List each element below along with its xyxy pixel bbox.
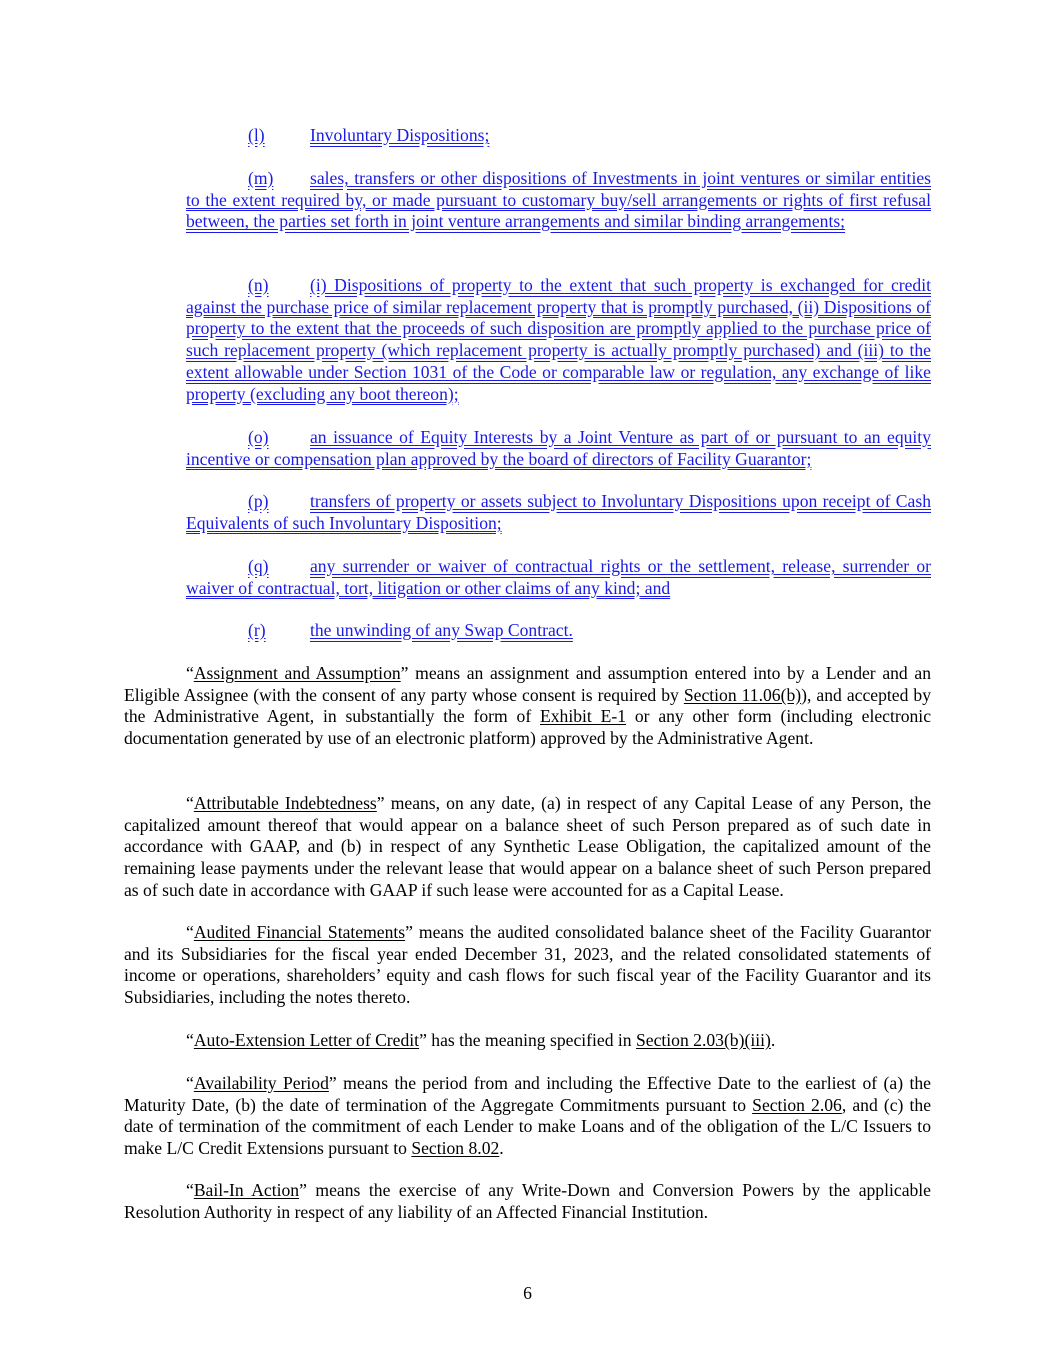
clause-label: (l) xyxy=(248,125,265,145)
definition-attributable-indebtedness xyxy=(124,793,931,902)
definition-text: ” means the exercise of any Write-Down and Conversion Powers by the applicable Resolution Authority in respect of any liability of an Affected Financial Institution. xyxy=(124,1180,931,1222)
clause-o xyxy=(186,427,931,470)
definition-text: or any other form (including electronic documentation generated by use of an electronic platform) approved by the Administrative Agent. xyxy=(124,706,932,749)
definition-bail-in-action xyxy=(124,1180,931,1223)
clause-n xyxy=(186,275,931,405)
section-reference[interactable]: Section 2.06 xyxy=(752,1094,842,1115)
clause-label: (r) xyxy=(248,620,266,640)
definition-text: ” means an assignment and assumption entered into by a Lender and an Eligible Assignee (with the consent of any party whose consent is required by xyxy=(124,663,931,705)
definition-audited-financial-statements xyxy=(124,922,931,1009)
definition-text: ” has the meaning specified in xyxy=(419,1030,636,1050)
definition-text: . xyxy=(770,1030,776,1050)
section-reference[interactable]: Section 8.02 xyxy=(411,1138,500,1159)
section-reference[interactable]: Section 11.06(b) xyxy=(683,684,802,705)
clause-label: (m) xyxy=(248,168,274,188)
defined-term: Attributable Indebtedness xyxy=(193,793,377,813)
open-quote: “ xyxy=(186,1180,194,1200)
clause-label: (o) xyxy=(248,427,269,447)
clause-p xyxy=(186,491,931,534)
clause-text: the unwinding of any Swap Contract. xyxy=(310,620,573,640)
clause-q xyxy=(186,556,931,599)
clause-text: transfers of property or assets subject to Involuntary Dispositions upon receipt of Cash Equivalents of such Involuntary Disposition; xyxy=(186,491,931,533)
definition-text: . xyxy=(499,1138,504,1159)
open-quote: “ xyxy=(186,1073,194,1093)
clause-r xyxy=(186,620,931,642)
defined-term: Audited Financial Statements xyxy=(193,922,406,942)
clause-label: (n) xyxy=(248,275,269,295)
section-reference[interactable]: Section 2.03(b)(iii) xyxy=(635,1030,771,1050)
open-quote: “ xyxy=(186,1030,194,1050)
clause-m xyxy=(186,168,931,233)
open-quote: “ xyxy=(186,663,194,683)
page-number: 6 xyxy=(523,1283,532,1303)
open-quote: “ xyxy=(186,922,194,942)
definition-text: ” means, on any date, (a) in respect of any Capital Lease of any Person, the capitalized amount thereof that would appear on a balance sheet of such Person prepared as of such date in accordance with GAAP, and (b) in respect of any Synthetic Lease Obligation, the capitalized amount of the remaining lease payments under the relevant lease that would appear on a balance sheet of such Person prepared as of such date in accordance with GAAP if such lease were accounted for as a Capital Lease. xyxy=(124,793,931,900)
clause-text: any surrender or waiver of contractual rights or the settlement, release, surrender or waiver of contractual, tort, litigation or other claims of any kind; and xyxy=(186,556,931,598)
defined-term: Assignment and Assumption xyxy=(193,663,401,683)
definition-auto-extension-letter-of-credit xyxy=(124,1030,931,1052)
clause-label: (q) xyxy=(248,556,269,576)
definition-assignment-and-assumption xyxy=(124,663,931,750)
definition-text: ” means the period from and including the Effective Date to the earliest of (a) the Maturity Date, (b) the date of termination of the Aggregate Commitments pursuant to xyxy=(124,1073,931,1115)
clause-text: an issuance of Equity Interests by a Joint Venture as part of or pursuant to an equity incentive or compensation plan approved by the board of directors of Facility Guarantor; xyxy=(186,427,931,469)
open-quote: “ xyxy=(186,793,194,813)
clause-l xyxy=(186,125,931,147)
clause-text: sales, transfers or other dispositions of Investments in joint ventures or similar entities to the extent required by, or made pursuant to customary buy/sell arrangements or rights of first refusal between, the parties set forth in joint venture arrangements and similar binding arrangements; xyxy=(186,168,931,232)
defined-term: Bail-In Action xyxy=(193,1180,300,1200)
defined-term: Auto-Extension Letter of Credit xyxy=(193,1030,420,1050)
definition-availability-period xyxy=(124,1073,931,1160)
clause-text: (i) Dispositions of property to the extent that such property is exchanged for credit against the purchase price of similar replacement property that is promptly purchased, (ii) Dispositions of property to the extent that the proceeds of such disposition are promptly applied to the purchase price of such replacement property (which replacement property is actually promptly purchased) and (iii) to the extent allowable under Section 1031 of the Code or comparable law or regulation, any exchange of like property (excluding any boot thereon); xyxy=(186,275,931,404)
definition-text: , and (c) the date of termination of the commitment of each Lender to make Loans and of the obligation of the L/C Issuers to make L/C Credit Extensions pursuant to xyxy=(124,1094,932,1159)
defined-term: Availability Period xyxy=(193,1073,329,1093)
definition-text: ” means the audited consolidated balance sheet of the Facility Guarantor and its Subsidiaries for the fiscal year ended December 31, 2023, and the related consolidated statements of income or operations, shareholders’ equity and cash flows for such fiscal year of the Facility Guarantor and its Subsidiaries, including the notes thereto. xyxy=(124,922,932,1008)
exhibit-reference[interactable]: Exhibit E-1 xyxy=(540,706,627,727)
definition-text: ), and accepted by the Administrative Agent, in substantially the form of xyxy=(124,684,931,727)
clause-label: (p) xyxy=(248,491,269,511)
clause-text: Involuntary Dispositions; xyxy=(310,125,490,145)
